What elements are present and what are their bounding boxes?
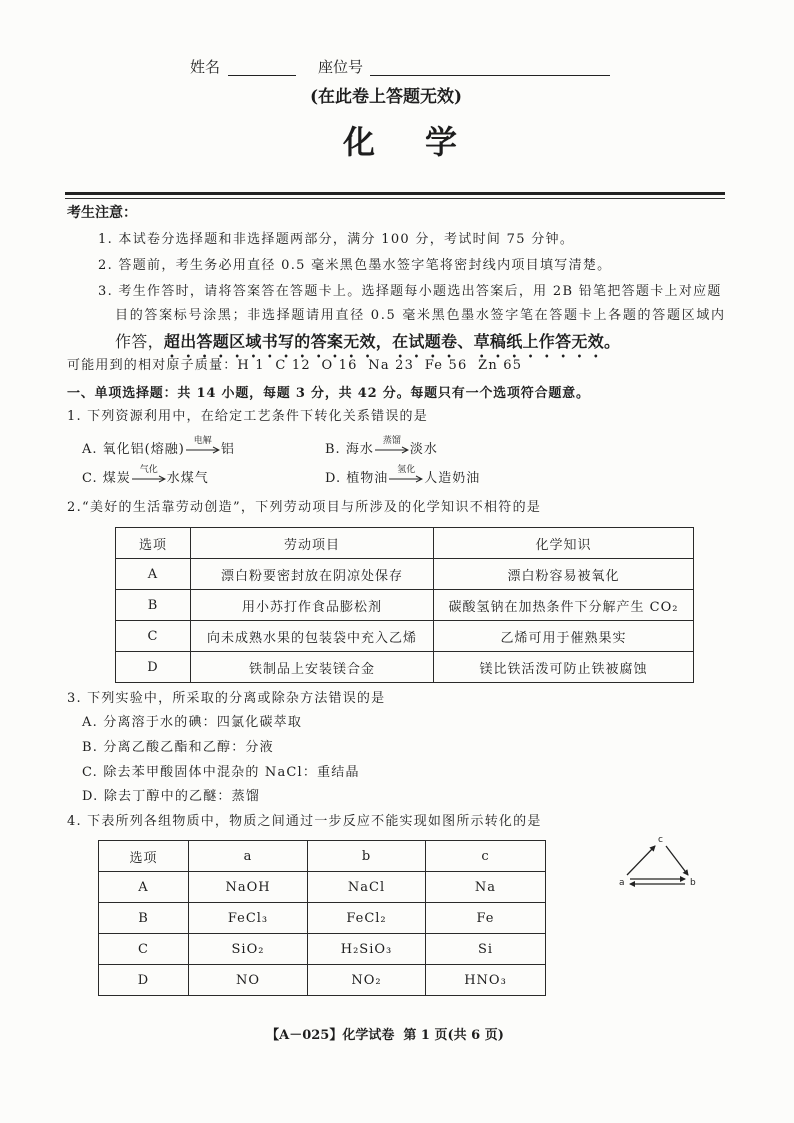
name-blank xyxy=(228,75,296,76)
table-header-cell: 劳动项目 xyxy=(191,528,434,559)
q3-option-b: B. 分离乙酸乙酯和乙醇：分液 xyxy=(82,740,274,755)
product: 淡水 xyxy=(409,442,438,457)
table-cell: B xyxy=(116,590,191,621)
table-cell: 镁比铁活泼可防止铁被腐蚀 xyxy=(434,652,694,683)
instruction-item-2: 2. 答题前，考生务必用直径 0.5 毫米黑色墨水签字笔将密封线内项目填写清楚。 xyxy=(98,258,612,273)
table-row xyxy=(99,965,546,996)
atomic-masses: 可能用到的相对原子质量：H 1 C 12 O 16 Na 23 Fe 56 Zn 65 xyxy=(67,358,523,373)
table-header-row xyxy=(116,528,694,559)
table-header-cell: 选项 xyxy=(99,841,189,872)
header-rule-thick xyxy=(65,192,725,195)
table-row xyxy=(116,621,694,652)
table-cell: FeCl₂ xyxy=(308,903,426,934)
instruction-item-3-emphasis: 超出答题区域书写的答案无效，在试题卷、草稿纸上作答无效。 xyxy=(163,332,621,351)
table-cell: FeCl₃ xyxy=(189,903,308,934)
reactant: 海水 xyxy=(345,442,374,457)
table-cell: D xyxy=(116,652,191,683)
table-cell: HNO₃ xyxy=(426,965,546,996)
product: 铝 xyxy=(220,442,235,457)
table-header-cell: b xyxy=(308,841,426,872)
right-arrow-icon xyxy=(375,446,409,454)
reactant: 煤炭 xyxy=(102,471,131,486)
table-header-row xyxy=(99,841,546,872)
table-row xyxy=(116,590,694,621)
table-cell: 漂白粉要密封放在阴凉处保存 xyxy=(191,559,434,590)
table-cell: NaCl xyxy=(308,872,426,903)
table-cell: 乙烯可用于催熟果实 xyxy=(434,621,694,652)
reaction-condition: 蒸馏 xyxy=(382,436,401,446)
q1-stem: 1. 下列资源利用中，在给定工艺条件下转化关系错误的是 xyxy=(67,409,428,424)
reaction-arrow xyxy=(375,436,409,458)
right-arrow-icon xyxy=(389,475,423,483)
product: 水煤气 xyxy=(166,471,209,486)
seat-label: 座位号 xyxy=(318,58,364,76)
right-arrow-icon xyxy=(186,446,220,454)
table-cell: Na xyxy=(426,872,546,903)
reactant: 植物油 xyxy=(346,471,389,486)
page-title: 化学 xyxy=(343,123,508,161)
table-cell: NO xyxy=(189,965,308,996)
reaction-condition: 气化 xyxy=(139,465,158,475)
table-cell: NO₂ xyxy=(308,965,426,996)
table-cell: A xyxy=(116,559,191,590)
table-row xyxy=(99,872,546,903)
table-row xyxy=(99,934,546,965)
header-rule-thin xyxy=(65,198,725,199)
table-header-cell: 选项 xyxy=(116,528,191,559)
table-cell: A xyxy=(99,872,189,903)
invalid-notice: (在此卷上答题无效) xyxy=(310,87,463,107)
q4-table xyxy=(98,840,546,996)
instruction-item-3-plain: 作答， xyxy=(115,332,164,351)
table-cell: H₂SiO₃ xyxy=(308,934,426,965)
table-cell: 铁制品上安装镁合金 xyxy=(191,652,434,683)
q3-option-c: C. 除去苯甲酸固体中混杂的 NaCl：重结晶 xyxy=(82,765,360,780)
page-footer: 【A－025】化学试卷 第 1 页(共 6 页) xyxy=(266,1028,504,1043)
table-cell: 漂白粉容易被氧化 xyxy=(434,559,694,590)
reaction-condition: 电解 xyxy=(193,436,212,446)
q1-option-d xyxy=(325,465,480,487)
conversion-diagram xyxy=(610,830,705,895)
table-row xyxy=(116,559,694,590)
q4-stem: 4. 下表所列各组物质中，物质之间通过一步反应不能实现如图所示转化的是 xyxy=(67,814,542,829)
node-c-label: c xyxy=(658,835,663,845)
option-label: B. xyxy=(325,442,346,457)
q1-option-a xyxy=(82,436,235,458)
instruction-item-3-line-2: 目的答案标号涂黑；非选择题请用直径 0.5 毫米黑色墨水签字笔在答题卡上各题的答题区域内 xyxy=(115,308,726,323)
reaction-arrow xyxy=(186,436,220,458)
table-cell: 碳酸氢钠在加热条件下分解产生 CO₂ xyxy=(434,590,694,621)
q1-option-c xyxy=(82,465,209,487)
arrow-c-to-b xyxy=(666,846,688,875)
reaction-condition: 氢化 xyxy=(397,465,416,475)
name-label: 姓名 xyxy=(190,58,221,76)
q3-option-d: D. 除去丁醇中的乙醚：蒸馏 xyxy=(82,789,261,804)
table-header-cell: c xyxy=(426,841,546,872)
table-row xyxy=(116,652,694,683)
table-cell: Si xyxy=(426,934,546,965)
table-header-cell: a xyxy=(189,841,308,872)
table-cell: 向未成熟水果的包装袋中充入乙烯 xyxy=(191,621,434,652)
option-label: D. xyxy=(325,471,347,486)
q3-option-a: A. 分离溶于水的碘：四氯化碳萃取 xyxy=(82,715,303,730)
table-cell: NaOH xyxy=(189,872,308,903)
reactant: 氧化铝(熔融) xyxy=(102,442,185,457)
table-cell: Fe xyxy=(426,903,546,934)
product: 人造奶油 xyxy=(424,471,481,486)
node-b-label: b xyxy=(690,878,696,888)
table-cell: D xyxy=(99,965,189,996)
option-label: C. xyxy=(82,471,103,486)
q2-table xyxy=(115,527,694,683)
right-arrow-icon xyxy=(132,475,166,483)
q2-stem: 2.“美好的生活靠劳动创造”，下列劳动项目与所涉及的化学知识不相符的是 xyxy=(67,500,542,515)
q1-option-b xyxy=(325,436,438,458)
table-cell: B xyxy=(99,903,189,934)
reaction-arrow xyxy=(132,465,166,487)
table-row xyxy=(99,903,546,934)
arrow-a-to-c xyxy=(627,846,655,875)
instruction-item-3-line-3 xyxy=(115,331,620,361)
section-heading: 一、单项选择题：共 14 小题，每题 3 分，共 42 分。每题只有一个选项符合题意。 xyxy=(67,386,590,401)
q3-stem: 3. 下列实验中，所采取的分离或除杂方法错误的是 xyxy=(67,691,386,706)
table-header-cell: 化学知识 xyxy=(434,528,694,559)
node-a-label: a xyxy=(619,878,625,888)
reaction-arrow xyxy=(389,465,423,487)
instruction-item-3-line-1: 3. 考生作答时，请将答案答在答题卡上。选择题每小题选出答案后，用 2B 铅笔把答题卡上对应题 xyxy=(98,284,722,299)
table-cell: SiO₂ xyxy=(189,934,308,965)
table-cell: C xyxy=(116,621,191,652)
table-cell: 用小苏打作食品膨松剂 xyxy=(191,590,434,621)
instruction-item-1: 1. 本试卷分选择题和非选择题两部分，满分 100 分，考试时间 75 分钟。 xyxy=(98,232,575,247)
table-cell: C xyxy=(99,934,189,965)
instructions-heading: 考生注意： xyxy=(67,205,137,221)
seat-blank xyxy=(370,75,610,76)
option-label: A. xyxy=(82,442,103,457)
